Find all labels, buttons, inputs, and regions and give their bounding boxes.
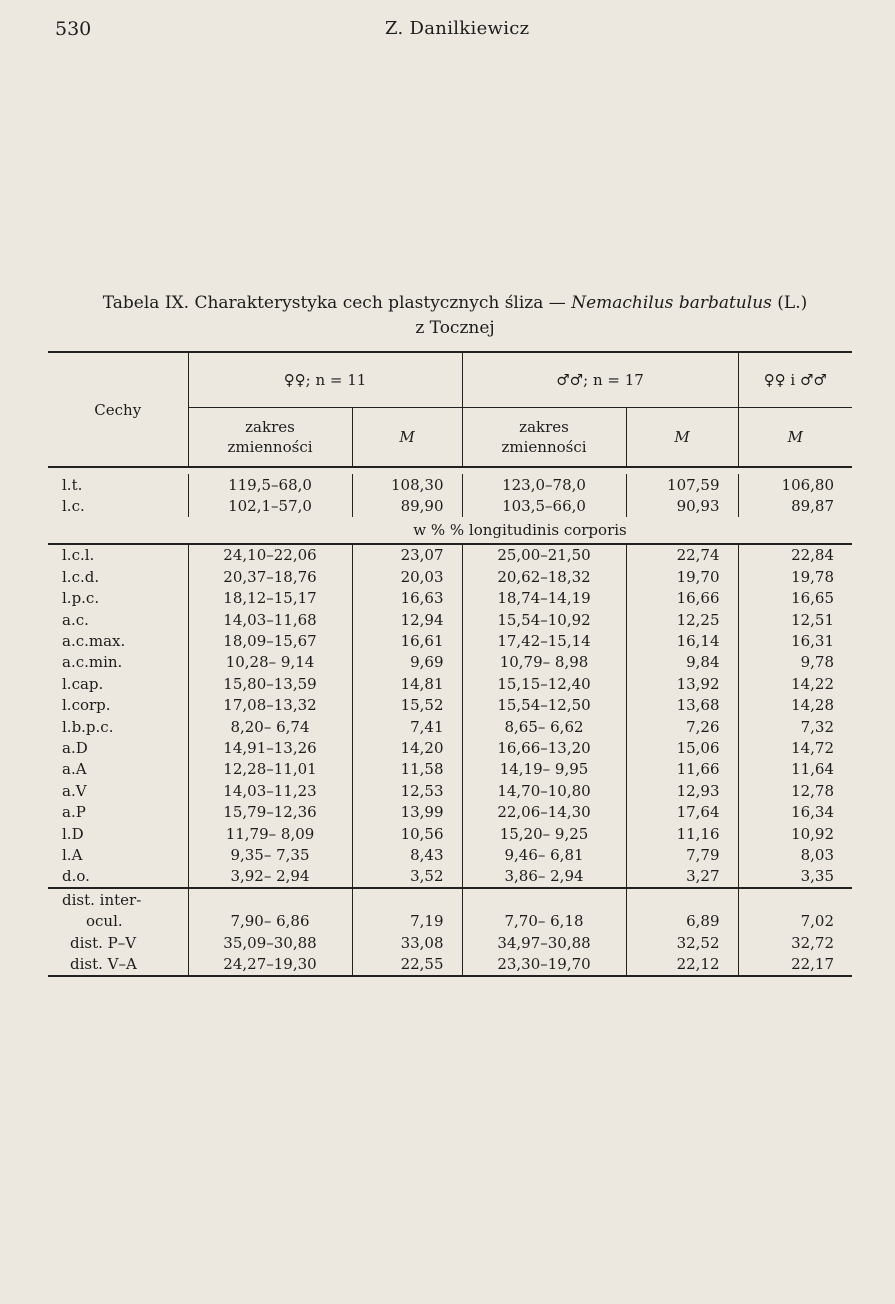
range-cell: 3,86– 2,94 (462, 866, 626, 888)
range-cell: 14,03–11,23 (188, 780, 352, 801)
header-group-female: ♀♀; n = 11 (188, 352, 462, 408)
mean-cell: 13,68 (626, 695, 738, 716)
mean-cell: 12,25 (626, 609, 738, 630)
table-row (48, 737, 852, 758)
mean-cell: 33,08 (352, 932, 462, 953)
mean-cell: 107,59 (626, 474, 738, 495)
feature-label: a.D (62, 738, 88, 757)
mean-cell: 22,55 (352, 953, 462, 975)
range-cell: 8,65– 6,62 (462, 716, 626, 737)
mean-cell: 11,16 (626, 823, 738, 844)
mean-cell: 16,61 (352, 630, 462, 651)
table-row (48, 630, 852, 651)
mean-cell: 11,58 (352, 759, 462, 780)
mean-cell: 8,43 (352, 844, 462, 865)
range-cell: 102,1–57,0 (188, 495, 352, 516)
range-cell: 15,79–12,36 (188, 801, 352, 822)
mean-cell: 14,72 (738, 737, 852, 758)
table-row (48, 953, 852, 975)
range-cell: 11,79– 8,09 (188, 823, 352, 844)
feature-label: a.V (62, 781, 87, 800)
mean-cell: 12,51 (738, 609, 852, 630)
mean-cell: 16,34 (738, 801, 852, 822)
header-group-both: ♀♀ i ♂♂ (738, 352, 852, 408)
mean-cell: 9,69 (352, 652, 462, 673)
mean-cell: 19,78 (738, 566, 852, 587)
table-row (48, 695, 852, 716)
mean-cell: 22,84 (738, 544, 852, 566)
header-group-male: ♂♂; n = 17 (462, 352, 738, 408)
feature-label: l.corp. (62, 696, 111, 715)
mean-cell: 89,90 (352, 495, 462, 516)
range-cell: 15,15–12,40 (462, 673, 626, 694)
header-features: Cechy (94, 400, 142, 419)
range-cell: 9,35– 7,35 (188, 844, 352, 865)
mean-cell: 22,17 (738, 953, 852, 975)
mean-cell: 7,26 (626, 716, 738, 737)
range-cell: 20,62–18,32 (462, 566, 626, 587)
caption-line-2: z Tocznej (415, 318, 495, 338)
header-mean-both: M (738, 408, 852, 468)
mean-cell: 16,31 (738, 630, 852, 651)
range-cell: 15,20– 9,25 (462, 823, 626, 844)
table-row (48, 888, 852, 910)
feature-label: dist. V–A (70, 954, 137, 973)
feature-label: dist. P–V (70, 933, 137, 952)
range-cell: 18,12–15,17 (188, 588, 352, 609)
mean-cell: 10,56 (352, 823, 462, 844)
mean-cell: 13,92 (626, 673, 738, 694)
range-cell: 119,5–68,0 (188, 474, 352, 495)
mean-cell: 3,52 (352, 866, 462, 888)
mean-cell: 12,93 (626, 780, 738, 801)
feature-label: ocul. (86, 912, 123, 931)
feature-label: l.c.l. (62, 546, 95, 565)
feature-label: dist. inter- (62, 890, 142, 909)
range-cell: 35,09–30,88 (188, 932, 352, 953)
table-row (48, 801, 852, 822)
mean-cell: 3,35 (738, 866, 852, 888)
range-cell: 23,30–19,70 (462, 953, 626, 975)
mean-cell: 15,52 (352, 695, 462, 716)
mean-cell: 7,32 (738, 716, 852, 737)
range-cell: 17,08–13,32 (188, 695, 352, 716)
range-cell: 18,74–14,19 (462, 588, 626, 609)
feature-label: l.A (62, 845, 83, 864)
feature-label: l.cap. (62, 674, 104, 693)
mean-cell: 32,52 (626, 932, 738, 953)
range-cell: 24,27–19,30 (188, 953, 352, 975)
caption-prefix: Tabela IX. Charakterystyka cech plastycznych śliza — (102, 293, 572, 313)
mean-cell: 12,53 (352, 780, 462, 801)
feature-label: a.c. (62, 610, 89, 629)
range-label-2: zmienności (501, 438, 587, 456)
range-cell: 20,37–18,76 (188, 566, 352, 587)
range-cell: 17,42–15,14 (462, 630, 626, 651)
table-row (48, 544, 852, 566)
header-range-female (188, 408, 352, 468)
feature-label: l.D (62, 824, 84, 843)
mean-cell: 14,28 (738, 695, 852, 716)
header-mean-female: M (352, 408, 462, 468)
range-cell: 24,10–22,06 (188, 544, 352, 566)
feature-label: d.o. (62, 867, 90, 886)
table-row (48, 910, 852, 931)
feature-label: l.b.p.c. (62, 717, 114, 736)
range-cell: 22,06–14,30 (462, 801, 626, 822)
caption-species: Nemachilus barbatulus (571, 293, 772, 313)
mean-cell: 108,30 (352, 474, 462, 495)
mean-cell: 16,14 (626, 630, 738, 651)
table-body-dist (48, 888, 852, 976)
table-row (48, 866, 852, 888)
mean-cell: 16,63 (352, 588, 462, 609)
range-cell: 15,54–10,92 (462, 609, 626, 630)
mean-cell: 7,19 (352, 910, 462, 931)
mean-cell: 9,78 (738, 652, 852, 673)
feature-label: a.P (62, 803, 86, 822)
mean-cell: 14,22 (738, 673, 852, 694)
data-table (48, 351, 852, 977)
mean-cell: 89,87 (738, 495, 852, 516)
table-row (48, 759, 852, 780)
range-label-1: zakres (245, 418, 295, 436)
mean-cell: 12,94 (352, 609, 462, 630)
table-caption (60, 291, 850, 341)
range-label-1: zakres (519, 418, 569, 436)
mean-cell: 8,03 (738, 844, 852, 865)
range-cell: 7,70– 6,18 (462, 910, 626, 931)
range-cell: 103,5–66,0 (462, 495, 626, 516)
mean-cell: 23,07 (352, 544, 462, 566)
table-row (48, 609, 852, 630)
table-row (48, 517, 852, 544)
table-row (48, 673, 852, 694)
feature-label: a.A (62, 760, 87, 779)
range-cell: 25,00–21,50 (462, 544, 626, 566)
caption-suffix: (L.) (771, 293, 808, 313)
range-cell: 10,79– 8,98 (462, 652, 626, 673)
feature-label: l.c.d. (62, 567, 100, 586)
table-row (48, 467, 852, 474)
range-cell: 8,20– 6,74 (188, 716, 352, 737)
range-cell: 15,80–13,59 (188, 673, 352, 694)
feature-label: l.p.c. (62, 589, 100, 608)
mean-cell: 11,66 (626, 759, 738, 780)
page-number: 530 (55, 18, 92, 40)
percent-note: w % % longitudinis corporis (413, 520, 627, 539)
mean-cell: 12,78 (738, 780, 852, 801)
table-row (48, 780, 852, 801)
mean-cell: 14,81 (352, 673, 462, 694)
mean-cell: 17,64 (626, 801, 738, 822)
feature-label: l.c. (62, 497, 85, 516)
running-header (0, 18, 895, 46)
mean-cell: 3,27 (626, 866, 738, 888)
mean-cell: 15,06 (626, 737, 738, 758)
mean-cell: 7,41 (352, 716, 462, 737)
table-row (48, 588, 852, 609)
table-row (48, 844, 852, 865)
mean-cell: 20,03 (352, 566, 462, 587)
table-body (48, 467, 852, 544)
table-row (48, 716, 852, 737)
range-cell: 3,92– 2,94 (188, 866, 352, 888)
mean-cell: 14,20 (352, 737, 462, 758)
range-cell: 7,90– 6,86 (188, 910, 352, 931)
range-cell: 14,03–11,68 (188, 609, 352, 630)
range-cell: 14,91–13,26 (188, 737, 352, 758)
mean-cell: 7,79 (626, 844, 738, 865)
caption-line-1 (60, 291, 850, 316)
range-cell: 18,09–15,67 (188, 630, 352, 651)
mean-cell: 90,93 (626, 495, 738, 516)
mean-cell: 9,84 (626, 652, 738, 673)
header-mean-male: M (626, 408, 738, 468)
running-author: Z. Danilkiewicz (385, 18, 530, 39)
feature-label: a.c.max. (62, 632, 126, 651)
range-cell: 34,97–30,88 (462, 932, 626, 953)
mean-cell: 16,65 (738, 588, 852, 609)
table-row (48, 823, 852, 844)
mean-cell: 22,12 (626, 953, 738, 975)
range-label-2: zmienności (227, 438, 313, 456)
header-range-male (462, 408, 626, 468)
mean-cell: 10,92 (738, 823, 852, 844)
table-row (48, 932, 852, 953)
mean-cell: 19,70 (626, 566, 738, 587)
mean-cell: 106,80 (738, 474, 852, 495)
table-row (48, 652, 852, 673)
range-cell: 10,28– 9,14 (188, 652, 352, 673)
range-cell: 16,66–13,20 (462, 737, 626, 758)
mean-cell: 6,89 (626, 910, 738, 931)
mean-cell: 13,99 (352, 801, 462, 822)
feature-label: l.t. (62, 475, 83, 494)
feature-label: a.c.min. (62, 653, 123, 672)
mean-cell: 32,72 (738, 932, 852, 953)
table-row (48, 566, 852, 587)
range-cell: 12,28–11,01 (188, 759, 352, 780)
range-cell: 123,0–78,0 (462, 474, 626, 495)
range-cell: 14,70–10,80 (462, 780, 626, 801)
table-row (48, 495, 852, 516)
mean-cell: 16,66 (626, 588, 738, 609)
mean-cell: 11,64 (738, 759, 852, 780)
table-body-percent (48, 544, 852, 888)
table-row (48, 474, 852, 495)
range-cell: 15,54–12,50 (462, 695, 626, 716)
range-cell: 9,46– 6,81 (462, 844, 626, 865)
mean-cell: 22,74 (626, 544, 738, 566)
mean-cell: 7,02 (738, 910, 852, 931)
range-cell: 14,19– 9,95 (462, 759, 626, 780)
